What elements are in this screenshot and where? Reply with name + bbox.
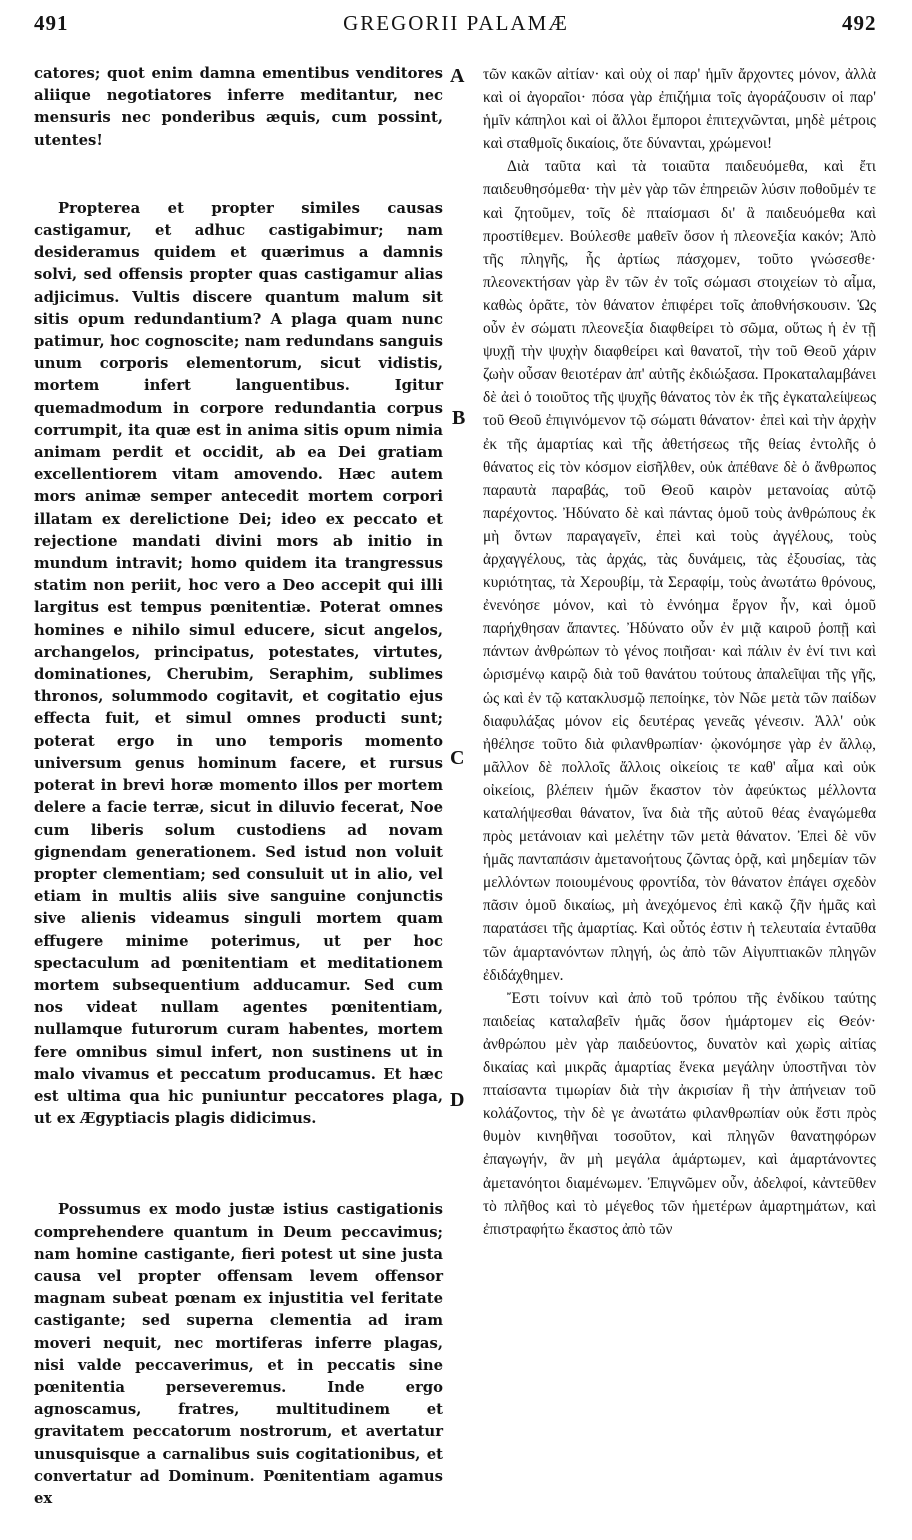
page-number-right: 492 bbox=[842, 11, 877, 35]
latin-column bbox=[34, 63, 443, 1510]
margin-marker-b: B bbox=[452, 407, 466, 429]
running-title: GREGORII PALAMÆ bbox=[343, 11, 569, 35]
page-number-left: 491 bbox=[34, 11, 69, 35]
margin-marker-d: D bbox=[450, 1089, 465, 1111]
latin-paragraph: Possumus ex modo justæ istius castigationis comprehendere quantum in Deum peccavimus; nam homine castigante, fieri potest ut sine justa causa vel propter offensam levem offensor magnam subeat pœnam ex injustitia vel feritate castigante; sed superna clementia ad iram moveri nequit, nec mortiferas inferre plagas, nisi valde peccaverimus, et in peccatis sine pœnitentia perseveremus. Inde ergo agnoscamus, fratres, multitudinem et gravitatem peccatorum nostrorum, et avertatur unusquisque a carnalibus suis cogitationibus, et convertatur ad Dominum. Pœnitentiam agamus ex bbox=[34, 1201, 443, 1507]
latin-paragraph: catores; quot enim damna ementibus venditores aliique negotiatores inferre meditantur, nec mensuris nec ponderibus æquis, cum possint, utentes! bbox=[34, 65, 443, 149]
greek-paragraph: τῶν κακῶν αἰτίαν· καὶ οὐχ οἱ παρ' ἡμῖν ἄρχοντες μόνον, ἀλλὰ καὶ οἱ ἀγοραῖοι· πόσα γὰρ ἐπιζήμια τοῖς ἀγοράζουσιν οἱ παρ' ἡμῖν κάπηλοι καὶ οἱ ἄλλοι ἔμποροι ἐπιτεχνῶνται, μηδὲ μέτροις καὶ σταθμοῖς δικαίοις, ὅτε δύνανται, χρώμενοι! bbox=[483, 66, 876, 153]
latin-paragraph: Propterea et propter similes causas castigamur, et adhuc castigabimur; nam desideramus quidem et quærimus a damnis solvi, sed offensis propter quas castigamur alias adjicimus. Vultis discere quantum malum sit sitis opum redundantium? A plaga quam nunc patimur, hoc cognoscite; nam redundans sanguis unum corporis elementorum, sicut vidistis, mortem infert languentibus. Igitur quemadmodum in corpore redundantia corpus corrumpit, ita quæ est in anima sitis opum nimia animam perdit et occidit, ab ea Dei gratiam excellentiorem vitam amovendo. Hæc autem mors animæ semper antecedit mortem corpori illatam ex derelictione Dei; ideo ex peccato et rejectione mandati divini mors ab initio in mundum intravit; homo quidem ita trangressus statim non periit, hoc vero a Deo accepit qui illi largitus est tempus pœnitentiæ. Poterat omnes homines e nihilo simul educere, sicut angelos, archangelos, principatus, potestates, virtutes, dominationes, Cherubim, Seraphim, sublimes thronos, solummodo cogitavit, et cogitatio ejus effecta fuit, et simul omnes producti sunt; poterat ergo in uno temporis momento universum genus hominum facere, et rursus poterat in brevi horæ momento illos per mortem delere a facie terræ, sicut in diluvio fecerat, Noe cum liberis solum custodiens ad novam gignendam generationem. Sed istud non voluit propter clementiam; sed consuluit ut in alio, vel etiam in multis aliis sive sanguine conjunctis sive alienis videamus singuli mortem quam effugere minime poterimus, ut per hoc spectaculum ad pœnitentiam et meditationem mortem subsequentium adducamur. Sed cum nos videat nullam agentes pœnitentiam, nullamque futurorum curam habentes, mortem fere omnibus simul infert, non sustinens ut in malo vivamus et peccatum producamus. Et hæc est ultima qua hic puniuntur peccatores plaga, ut ex Ægyptiacis plagis didicimus. bbox=[34, 199, 443, 1128]
greek-paragraph: Διὰ ταῦτα καὶ τὰ τοιαῦτα παιδευόμεθα, καὶ ἔτι παιδευθησόμεθα· τὴν μὲν γὰρ τῶν ἐπηρειῶν λύσιν ποθοῦμέν τε καὶ ζητοῦμεν, τοῖς δὲ πταίσμασι δι' ἃ παιδευόμεθα καὶ προστίθεμεν. Βούλεσθε μαθεῖν ὅσον ἡ πλεονεξία κακόν; Ἀπὸ τῆς πληγῆς, ἧς ἀρτίως πάσχομεν, τοῦτο γνώσεσθε· πλεονεκτήσαν γὰρ ἓν τῶν ἐν τοῖς σώμασι στοιχείων τὸ αἷμα, καθὼς ὁρᾶτε, τὸν θάνατον ἐπιφέρει τοῖς ἀποθνήσκουσιν. Ὡς οὖν ἐν σώματι πλεονεξία διαφθείρει τὸ σῶμα, οὕτως ἡ ἐν τῇ ψυχῇ τὴν ψυχὴν διαφθείρει καὶ θανατοῖ, τὴν τοῦ Θεοῦ χάριν ζωὴν οὖσαν θειοτέραν ἀπ' αὐτῆς ἐκδιώξασα. Προκαταλαμβάνει δὲ ἀεὶ ὁ τοιοῦτος τῆς ψυχῆς θάνατος τὸν ἐκ τῆς ἐγκαταλείψεως τοῦ Θεοῦ ἐπιγινόμενον τῷ σώματι θάνατον· ἐπεὶ καὶ τὴν ἀρχὴν ἐκ τῆς ἁμαρτίας καὶ τῆς ἀθετήσεως τῆς θείας ἐντολῆς ὁ θάνατος εἰς τὸν κόσμον εἰσῆλθεν, οὐκ ἀπέθανε δὲ ὁ ἄνθρωπος παραυτὰ παραβάς, τοῦ Θεοῦ καιρὸν μετανοίας αὐτῷ παρέχοντος. Ἠδύνατο δὲ καὶ πάντας ὁμοῦ τοὺς ἀνθρώπους ἐκ μὴ ὄντων παραγαγεῖν, ἐπεὶ καὶ τοὺς ἀγγέλους, τοὺς ἀρχαγγέλους, τὰς ἀρχάς, τὰς δυνάμεις, τὰς ἐξουσίας, τὰς κυριότητας, τὰ Χερουβίμ, τὰ Σεραφίμ, τοὺς ἀνωτάτω θρόνους, ἐνενόησε μόνον, καὶ τὸ ἐννόημα ἔργον ἦν, καὶ ὁμοῦ παρήχθησαν ἅπαντες. Ἠδύνατο οὖν ἐν μιᾷ καιροῦ ῥοπῇ καὶ πάντων ἀνθρώπων τὸ γένος ποιῆσαι· καὶ πάλιν ἐν ἑνί τινι καὶ ὡρισμένῳ καιρῷ διὰ τοῦ θανάτου τούτους ἀπαλεῖψαι τῆς γῆς, ὡς καὶ ἐν τῷ κατακλυσμῷ πεποίηκε, τὸν Νῶε μετὰ τῶν παίδων διαφυλάξας μόνον εἰς δευτέρας γενεᾶς γένεσιν. Ἀλλ' οὐκ ἠθέλησε τοῦτο διὰ φιλανθρωπίαν· ᾠκονόμησε γὰρ ἐν ἄλλῳ, μᾶλλον δὲ πολλοῖς ἄλλοις οἰκείοις τε καθ' αἷμα καὶ οὐκ οἰκείοις, βλέπειν ἡμῶν ἕκαστον τὸν ἀφεύκτως μέλλοντα καταλήψεσθαι θάνατον, ἵνα διὰ τῆς αὐτοῦ θέας ἐναγώμεθα πρὸς μετάνοιαν καὶ μελέτην τῶν μετὰ θάνατον. Ἐπεὶ δὲ νῦν ἡμᾶς πανταπάσιν ἀμετανοήτους ζῶντας ὁρᾷ, καὶ μηδεμίαν τῶν μελλόντων ποιουμένους φροντίδα, τὸν θάνατον ἐπάγει σχεδὸν πᾶσιν ὁμοῦ δικαίως, μὴ ἀνεχόμενος ἐπὶ κακῷ ζῆν ἡμᾶς καὶ παρατάσει τῆς ἁμαρτίας. Καὶ οὗτός ἐστιν ἡ τελευταία ἐνταῦθα τῶν ἁμαρτανόντων πληγή, ὡς ἀπὸ τῶν Αἰγυπτιακῶν πληγῶν ἐδιδάχθημεν. bbox=[483, 158, 876, 984]
margin-marker-c: C bbox=[450, 747, 465, 769]
margin-marker-a: A bbox=[450, 65, 465, 87]
greek-paragraph: Ἔστι τοίνυν καὶ ἀπὸ τοῦ τρόπου τῆς ἐνδίκου ταύτης παιδείας καταλαβεῖν ἡμᾶς ὅσον ἡμάρτομεν εἰς Θεόν· ἀνθρώπου μὲν γὰρ παιδεύοντος, δυνατὸν καὶ χωρὶς αἰτίας δικαίας καὶ μικρᾶς ἁμαρτίας ἕνεκα μεγάλην ὑποστῆναι τὸν πταίσαντα τιμωρίαν διὰ τὴν ἀκρισίαν ἢ τὴν ἀπήνειαν τοῦ κολάζοντος, τὴν δὲ γε ἀνωτάτω φιλανθρωπίαν οὐκ ἔστι πρὸς θυμὸν κινηθῆναι τοσοῦτον, καὶ πληγῶν θανατηφόρων ἐπαγωγήν, ἂν μὴ μεγάλα ἁμάρτωμεν, καὶ ἁμαρτάνοντες ἀμετανόητοι διαμένωμεν. Ἐπιγνῶμεν οὖν, ἀδελφοί, κἀντεῦθεν τὸ πλῆθος καὶ τὸ μέγεθος τῶν ἡμετέρων ἁμαρτημάτων, καὶ ἐπιστραφήτω ἕκαστος ἀπὸ τῶν bbox=[483, 989, 876, 1238]
greek-column bbox=[483, 63, 876, 1241]
